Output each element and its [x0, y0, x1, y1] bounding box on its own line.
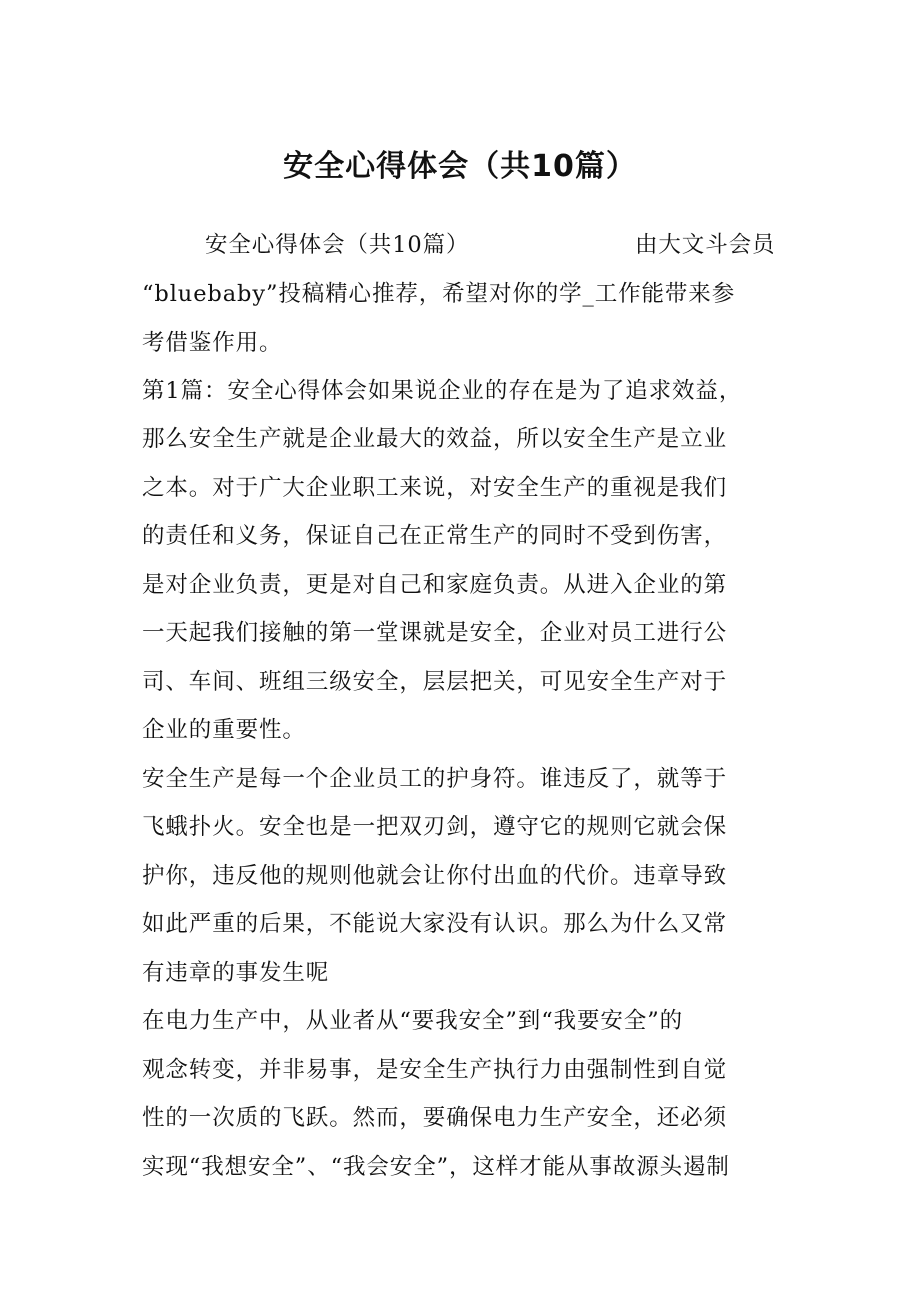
intro-line: 考借鉴作用。 [142, 330, 283, 356]
paragraph-line: 实现“我想安全”、“我会安全”，这样才能从事故源头遏制 [142, 1154, 730, 1180]
paragraph-line: 的责任和义务，保证自己在正常生产的同时不受到伤害， [142, 523, 728, 549]
intro-title: 安全心得体会（共10篇） [205, 232, 470, 258]
paragraph-line: 观念转变，并非易事，是安全生产执行力由强制性到自觉 [142, 1057, 728, 1083]
paragraph-line: 性的一次质的飞跃。然而，要确保电力生产安全，还必须 [142, 1105, 728, 1131]
paragraph-line: 一天起我们接触的第一堂课就是安全，企业对员工进行公 [142, 620, 728, 646]
paragraph-line: 司、车间、班组三级安全，层层把关，可见安全生产对于 [142, 669, 728, 695]
paragraph-line: 那么安全生产就是企业最大的效益，所以安全生产是立业 [142, 426, 728, 452]
paragraph-line: 如此严重的后果，不能说大家没有认识。那么为什么又常 [142, 911, 728, 937]
intro-line: “bluebaby”投稿精心推荐，希望对你的学_工作能带来参 [142, 281, 736, 307]
document-title: 安全心得体会（共10篇） [283, 149, 637, 184]
paragraph-line: 是对企业负责，更是对自己和家庭负责。从进入企业的第 [142, 572, 728, 598]
paragraph-line: 第1篇：安全心得体会如果说企业的存在是为了追求效益， [142, 378, 743, 404]
paragraph-line: 护你，违反他的规则他就会让你付出血的代价。违章导致 [142, 863, 728, 889]
paragraph-line: 在电力生产中，从业者从“要我安全”到“我要安全”的 [142, 1008, 684, 1034]
paragraph-line: 飞蛾扑火。安全也是一把双刃剑，遵守它的规则它就会保 [142, 814, 728, 840]
intro-author: 由大文斗会员 [635, 232, 776, 258]
paragraph-line: 之本。对于广大企业职工来说，对安全生产的重视是我们 [142, 475, 728, 501]
paragraph-line: 安全生产是每一个企业员工的护身符。谁违反了，就等于 [142, 766, 728, 792]
paragraph-line: 企业的重要性。 [142, 717, 306, 743]
paragraph-line: 有违章的事发生呢 [142, 960, 330, 986]
